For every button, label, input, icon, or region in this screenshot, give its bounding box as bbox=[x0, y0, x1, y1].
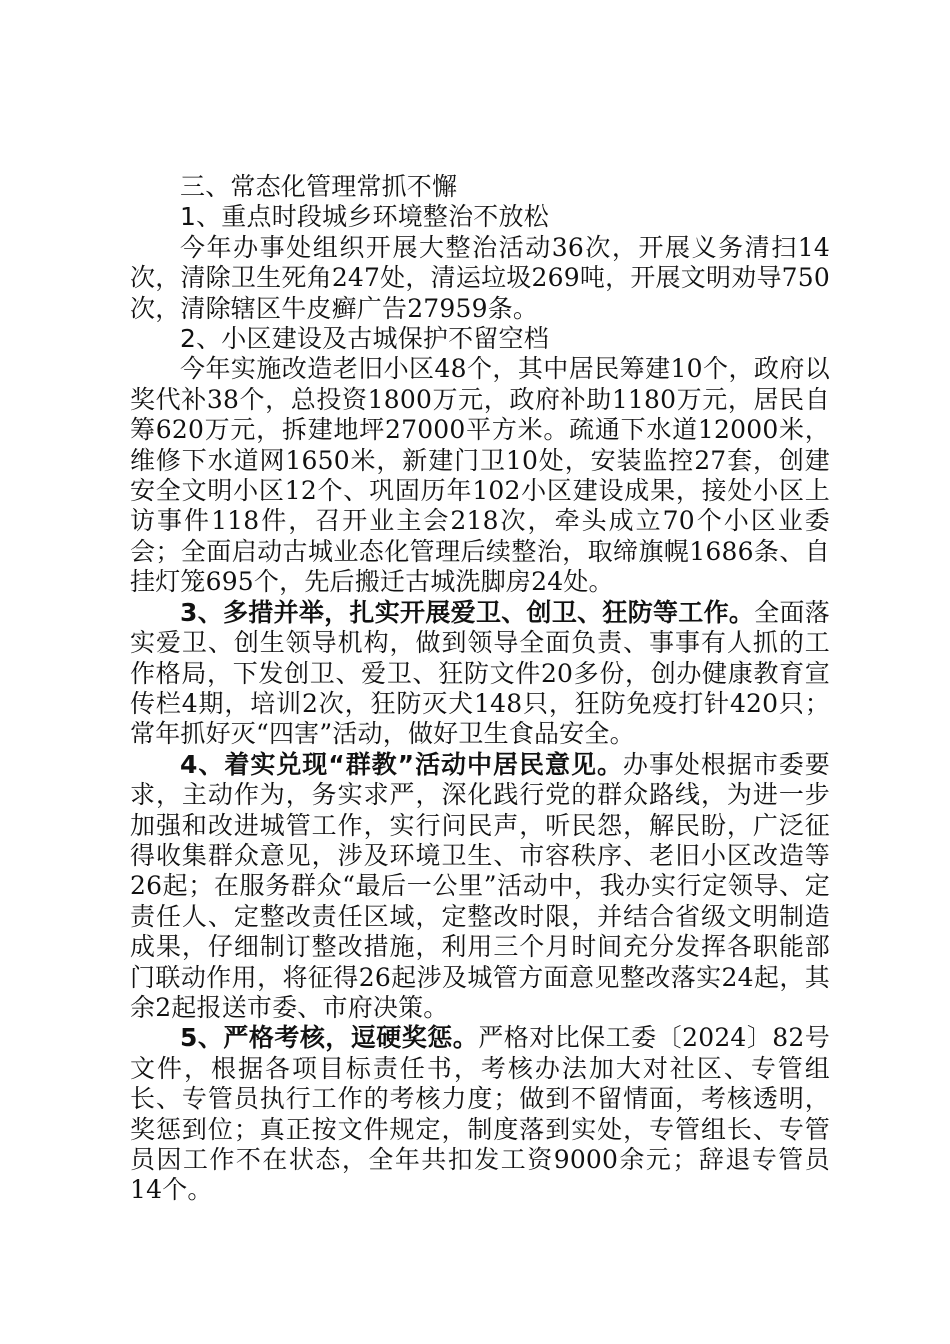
item-1-paragraph: 今年办事处组织开展大整治活动36次，开展义务清扫14次，清除卫生死角247处，清运垃圾269吨，开展文明劝导750次，清除辖区牛皮癣广告27959条。 bbox=[130, 232, 830, 323]
item-5-body: 严格对比保工委〔2024〕82号文件，根据各项目标责任书，考核办法加大对社区、专管组长、专管员执行工作的考核力度；做到不留情面，考核透明，奖惩到位；真正按文件规定，制度落到实处，专管组长、专管员因工作不在状态，全年共扣发工资9000余元；辞退专管员14个。 bbox=[130, 1023, 831, 1205]
item-4-paragraph bbox=[130, 750, 830, 1024]
document-page bbox=[130, 172, 830, 1206]
item-5-paragraph bbox=[130, 1023, 830, 1205]
item-4-lead: 4、着实兑现“群教”活动中居民意见。 bbox=[180, 749, 623, 779]
item-3-body: 全面落实爱卫、创生领导机构，做到领导全面负责、事事有人抓的工作格局，下发创卫、爱卫、狂防文件20多份，创办健康教育宣传栏4期，培训2次，狂防灭犬148只，狂防免疫打针420只；常年抓好灭“四害”活动，做好卫生食品安全。 bbox=[130, 597, 830, 749]
item-2-paragraph: 今年实施改造老旧小区48个，其中居民筹建10个，政府以奖代补38个，总投资1800万元，政府补助1180万元，居民自筹620万元，拆建地坪27000平方米。疏通下水道12000米，维修下水道网1650米，新建门卫10处，安装监控27套，创建安全文明小区12个、巩固历年102小区建设成果，接处小区上访事件118件，召开业主会218次，牵头成立70个小区业委会；全面启动古城业态化管理后续整治，取缔旗幌1686条、自挂灯笼695个，先后搬迁古城洗脚房24处。 bbox=[130, 354, 830, 597]
item-5-lead: 5、严格考核，逗硬奖惩。 bbox=[180, 1023, 479, 1053]
item-3-lead: 3、多措并举，扎实开展爱卫、创卫、狂防等工作。 bbox=[180, 597, 755, 627]
item-4-body: 办事处根据市委要求，主动作为，务实求严，深化践行党的群众路线，为进一步加强和改进城管工作，实行问民声，听民怨，解民盼，广泛征得收集群众意见，涉及环境卫生、市容秩序、老旧小区改造等26起；在服务群众“最后一公里”活动中，我办实行定领导、定责任人、定整改责任区域，定整改时限，并结合省级文明制造成果，仔细制订整改措施，利用三个月时间充分发挥各职能部门联动作用，将征得26起涉及城管方面意见整改落实24起，其余2起报送市委、市府决策。 bbox=[130, 749, 830, 1022]
item-2-heading: 2、小区建设及古城保护不留空档 bbox=[180, 324, 549, 354]
item-3-paragraph bbox=[130, 598, 830, 750]
item-1-heading: 1、重点时段城乡环境整治不放松 bbox=[180, 202, 549, 232]
section-heading: 三、常态化管理常抓不懈 bbox=[180, 172, 458, 201]
